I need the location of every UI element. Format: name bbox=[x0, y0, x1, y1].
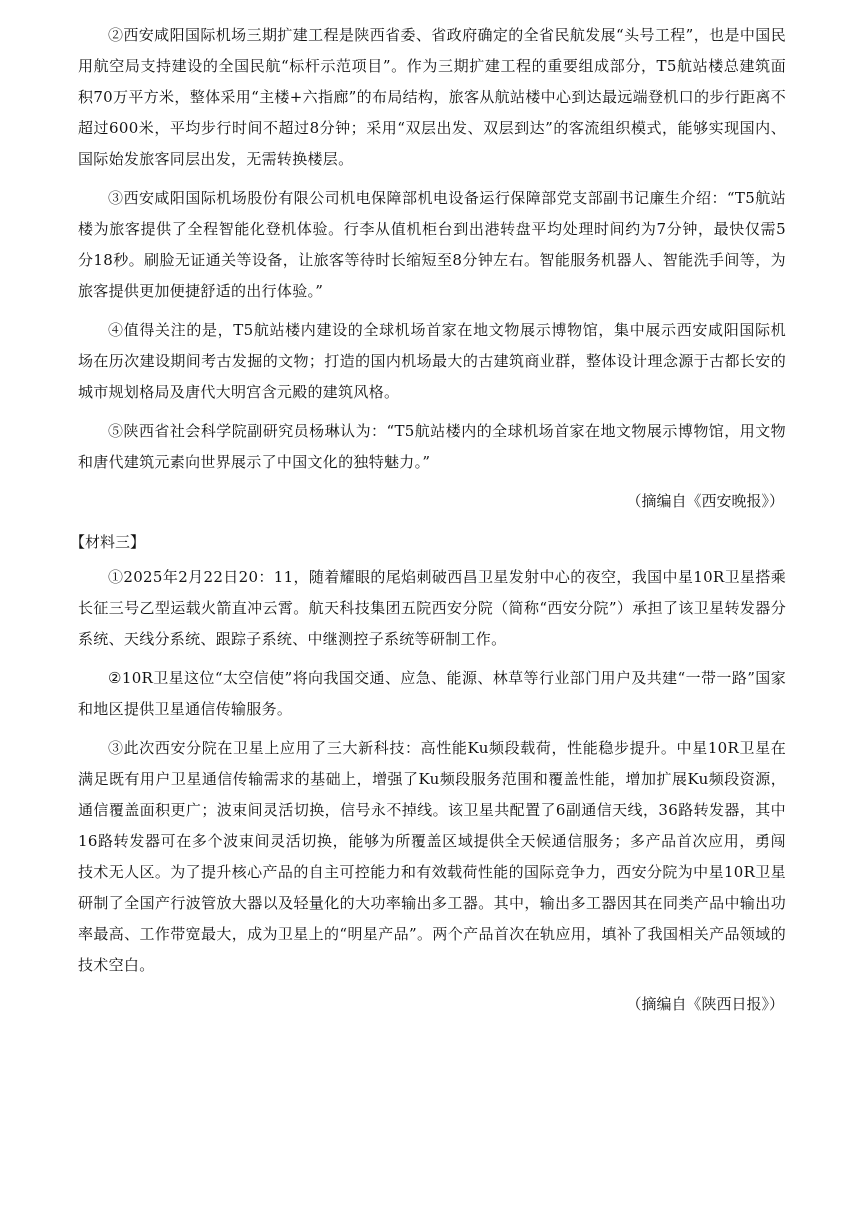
paragraph: ②西安咸阳国际机场三期扩建工程是陕西省委、省政府确定的全省民航发展“头号工程”，也是中国民用航空局支持建设的全国民航“标杆示范项目”。作为三期扩建工程的重要组成部分，T5航站楼总建筑面积70万平方米，整体采用“主楼+六指廊”的布局结构，旅客从航站楼中心到达最远端登机口的步行距离不超过600米，平均步行时间不超过8分钟；采用“双层出发、双层到达”的客流组织模式，能够实现国内、国际始发旅客同层出发，无需转换楼层。 bbox=[78, 26, 786, 168]
paragraph: ③此次西安分院在卫星上应用了三大新科技：高性能Ku频段载荷，性能稳步提升。中星10R卫星在满足既有用户卫星通信传输需求的基础上，增强了Ku频段服务范围和覆盖性能，增加扩展Ku频段资源，通信覆盖面积更广；波束间灵活切换，信号永不掉线。该卫星共配置了6副通信天线，36路转发器，其中16路转发器可在多个波束间灵活切换，能够为所覆盖区域提供全天候通信服务；多产品首次应用，勇闯技术无人区。为了提升核心产品的自主可控能力和有效载荷性能的国际竞争力，西安分院为中星10R卫星研制了全国产行波管放大器以及轻量化的大功率输出多工器。其中，输出多工器因其在同类产品中输出功率最高、工作带宽最大，成为卫星上的“明星产品”。两个产品首次在轨应用，填补了我国相关产品领域的技术空白。 bbox=[78, 739, 786, 974]
paragraph: ①2025年2月22日20：11，随着耀眼的尾焰刺破西昌卫星发射中心的夜空，我国中星10R卫星搭乘长征三号乙型运载火箭直冲云霄。航天科技集团五院西安分院（简称“西安分院”）承担了该卫星转发器分系统、天线分系统、跟踪子系统、中继测控子系统等研制工作。 bbox=[78, 568, 786, 648]
document-body bbox=[70, 20, 786, 1030]
source-citation: （摘编自《西安晚报》） bbox=[626, 492, 784, 510]
material-three-section bbox=[70, 527, 786, 1020]
paragraph: ⑤陕西省社会科学院副研究员杨琳认为：“T5航站楼内的全球机场首家在地文物展示博物馆，用文物和唐代建筑元素向世界展示了中国文化的独特魅力。” bbox=[78, 422, 786, 471]
source-citation: （摘编自《陕西日报》） bbox=[626, 995, 784, 1013]
paragraph: ②10R卫星这位“太空信使”将向我国交通、应急、能源、林草等行业部门用户及共建“一带一路”国家和地区提供卫星通信传输服务。 bbox=[78, 669, 786, 718]
section-title: 【材料三】 bbox=[70, 533, 146, 551]
material-two-section bbox=[78, 20, 786, 517]
paragraph: ④值得关注的是，T5航站楼内建设的全球机场首家在地文物展示博物馆，集中展示西安咸阳国际机场在历次建设期间考古发掘的文物；打造的国内机场最大的古建筑商业群，整体设计理念源于古都长安的城市规划格局及唐代大明宫含元殿的建筑风格。 bbox=[78, 321, 786, 401]
paragraph: ③西安咸阳国际机场股份有限公司机电保障部机电设备运行保障部党支部副书记廉生介绍：“T5航站楼为旅客提供了全程智能化登机体验。行李从值机柜台到出港转盘平均处理时间约为7分钟，最快仅需5分18秒。刷脸无证通关等设备，让旅客等待时长缩短至8分钟左右。智能服务机器人、智能洗手间等，为旅客提供更加便捷舒适的出行体验。” bbox=[78, 189, 786, 300]
